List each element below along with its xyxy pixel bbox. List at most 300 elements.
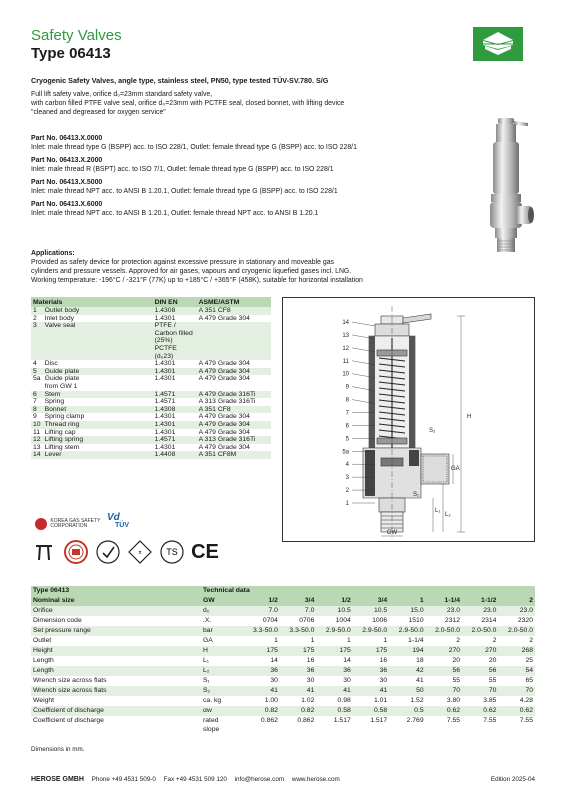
- intro-line: Full lift safety valve, orifice d₀=23mm standard safety valve,: [31, 91, 213, 98]
- asme-material: A 479 Grade 304: [197, 368, 271, 376]
- page-title: Safety Valves: [31, 27, 122, 44]
- tech-value: 1: [274, 637, 278, 644]
- tech-value: 3.3-50.0: [244, 626, 280, 636]
- part-callout: 5a: [342, 449, 349, 456]
- tech-value: 55: [452, 677, 461, 684]
- asme-material: [197, 345, 271, 360]
- pi-mark-icon: [31, 539, 57, 565]
- asme-material: A 351 CF8: [197, 406, 271, 414]
- nominal-size-label: Nominal size: [31, 596, 201, 606]
- tech-value: 1.517: [333, 717, 351, 724]
- tech-value: 2: [529, 637, 533, 644]
- tech-row-symbol: [201, 626, 244, 636]
- component: Spring: [44, 398, 65, 406]
- gw-label: GW: [386, 530, 398, 536]
- tech-value: 270: [462, 646, 498, 656]
- tech-value: 268: [498, 646, 535, 656]
- tech-row-label: Coefficient of discharge: [31, 706, 201, 716]
- tech-row-symbol: [201, 656, 244, 666]
- tech-value: 55: [488, 677, 497, 684]
- part-callout: 13: [342, 332, 349, 339]
- din-material: 1.4301: [154, 375, 176, 383]
- component: Bonnet: [43, 406, 153, 414]
- din-material: 1.4301: [153, 421, 197, 429]
- tech-row-label: Dimension code: [33, 617, 82, 624]
- tech-row: [31, 606, 535, 616]
- tuv-label: TÜV: [115, 522, 129, 529]
- component: Spring clamp: [44, 413, 85, 421]
- sectional-drawing: [282, 297, 535, 542]
- asme-material: A 479 Grade 304: [198, 428, 250, 436]
- component: Stem: [43, 391, 153, 399]
- din-material: 1.4308: [153, 307, 197, 315]
- component: Thread ring: [43, 421, 153, 429]
- part-number: Part No. 06413.X.0000: [31, 135, 103, 142]
- materials-row: [31, 345, 271, 360]
- asme-material: A 351 CF8M: [197, 451, 271, 459]
- tech-row: [31, 716, 535, 734]
- asme-material: A 479 Grade 316Ti: [197, 391, 271, 399]
- applications-line: cylinders and pressure vessels. Approved for air gases, vapours and cryogenic liquefied gases incl. LNG.: [31, 268, 352, 275]
- tech-row: [31, 706, 535, 716]
- din-material: 1.4301: [154, 413, 176, 421]
- tech-row-symbol: [201, 716, 244, 734]
- part-callout: 3: [345, 475, 349, 482]
- materials-table: [31, 297, 271, 459]
- asme-material: A 479 Grade 304: [198, 443, 250, 451]
- tech-row-symbol: [201, 706, 244, 716]
- tech-value: 1: [347, 637, 351, 644]
- tech-row: [31, 676, 535, 686]
- tech-row: [31, 656, 535, 666]
- tech-row-symbol-text: bar: [203, 627, 213, 634]
- din-material: 1.4301: [154, 443, 176, 451]
- footer: [31, 776, 535, 783]
- tech-row-symbol-text: ca. kg: [203, 697, 222, 704]
- asme-material: A 313 Grade 316Ti: [197, 436, 271, 444]
- tech-value: 50: [389, 686, 425, 696]
- component: Lifting cap: [44, 428, 76, 436]
- tech-value: 0.82: [280, 706, 316, 716]
- part-description: Inlet: male thread R (BSPT) acc. to ISO 7/1, Outlet: female thread type G (BSPP) acc. to ISO 228/1: [31, 166, 334, 173]
- asme-material: A 479 Grade 304: [197, 421, 271, 429]
- asme-header: ASME/ASTM: [197, 297, 271, 307]
- tech-row-symbol: [201, 686, 244, 696]
- tech-row-symbol: [201, 606, 244, 616]
- din-material: 1.4301: [153, 368, 197, 376]
- part-callout: 14: [342, 320, 349, 326]
- tech-value: 2: [492, 637, 497, 644]
- tech-row-symbol: [201, 646, 244, 656]
- item-number: 3: [31, 322, 43, 345]
- part-number: Part No. 06413.X.5000: [31, 179, 103, 186]
- part-description: Inlet: male thread type G (BSPP) acc. to ISO 228/1, Outlet: female thread type G (BSPP) acc. to ISO 228/1: [31, 144, 357, 151]
- tech-value: 0706: [299, 617, 315, 624]
- din-material: PCTFE (d₀23): [153, 345, 197, 360]
- tech-value: 15.0: [389, 606, 425, 616]
- tech-row-symbol-text: L₂: [203, 667, 210, 674]
- gost-seal-icon: [63, 539, 89, 565]
- tech-row: [31, 616, 535, 626]
- tech-value: 7.55: [519, 717, 533, 724]
- tech-value: 70: [498, 686, 535, 696]
- svg-text:π: π: [138, 550, 142, 556]
- applications-line: Working temperature: -196°C / -321°F (77K) up to +185°C / +365°F (458K), suitable for horizontal installation: [31, 277, 363, 284]
- part-callout: 10: [342, 371, 349, 378]
- part-callout: 6: [345, 423, 349, 430]
- vd-tuv-logo: Vd: [107, 512, 120, 523]
- tech-row-symbol: [201, 666, 244, 676]
- eac-circle-icon: [95, 539, 121, 565]
- din-material: 1.4301: [154, 428, 176, 436]
- tech-value: 2.0-50.0: [462, 626, 498, 636]
- tech-value: 175: [244, 646, 280, 656]
- materials-row: [31, 398, 271, 406]
- item-number: 8: [31, 406, 43, 414]
- edition: Edition 2025-04: [490, 776, 535, 783]
- applications-heading: Applications:: [31, 250, 75, 257]
- item-number: 2: [33, 314, 37, 322]
- asme-material: [197, 322, 271, 345]
- dimension-label: S₁: [413, 492, 420, 498]
- tech-value: 175: [353, 646, 389, 656]
- fax: Fax +49 4531 509 120: [163, 776, 227, 783]
- tech-row: [31, 626, 535, 636]
- tech-value: 30: [306, 677, 315, 684]
- materials-row: [31, 429, 271, 437]
- part-callout: 5: [345, 436, 349, 443]
- tech-value: 25: [525, 657, 533, 664]
- tech-value: 1.02: [301, 697, 315, 704]
- tech-value: 14: [270, 657, 278, 664]
- materials-row: [31, 307, 271, 315]
- cert-icons-row: [31, 539, 219, 565]
- tech-row-symbol-text: L₁: [203, 657, 210, 664]
- part-callout: 2: [345, 488, 349, 495]
- tech-value: 41: [244, 686, 280, 696]
- component: Guide plate: [44, 375, 80, 383]
- item-number: 5a: [33, 375, 41, 383]
- item-number: 12: [33, 436, 41, 444]
- tech-value: 2: [456, 637, 461, 644]
- materials-row: [31, 451, 271, 459]
- ce-mark-icon: CE: [191, 540, 219, 563]
- tech-row: [31, 646, 535, 656]
- tech-row: [31, 686, 535, 696]
- tech-value: 0.82: [244, 706, 280, 716]
- item-number: [31, 383, 43, 391]
- intro-line: with carbon filled PTFE valve seal, orifice d₀=23mm with PCTFE seal, closed bonnet, with lifting device: [31, 100, 345, 107]
- tech-value: 270: [426, 646, 462, 656]
- dimension-label: L₂: [445, 512, 451, 518]
- ts-label: TS: [166, 547, 178, 557]
- tech-value: 30: [343, 677, 351, 684]
- part-callout: 11: [342, 358, 349, 365]
- tech-value: 1-1/4: [408, 637, 424, 644]
- tech-row-label: Orifice: [31, 606, 201, 616]
- applications-line: Provided as safety device for protection against excessive pressure in stationary and moveable gas: [31, 259, 334, 266]
- tech-row-symbol-text: S₁: [203, 677, 210, 684]
- tech-row: [31, 696, 535, 706]
- din-material: 1.4571: [153, 436, 197, 444]
- tech-value: 7.55: [446, 717, 461, 724]
- tech-value: 0.58: [316, 706, 352, 716]
- component: Disc: [44, 360, 58, 368]
- tech-row-symbol: [201, 696, 244, 706]
- tech-value: 41: [316, 686, 352, 696]
- asme-material: A 479 Grade 304: [198, 360, 250, 368]
- part-callout: 8: [345, 397, 349, 404]
- tech-value: 0.862: [260, 717, 278, 724]
- din-material: 1.4301: [154, 314, 176, 322]
- asme-material: A 479 Grade 304: [198, 413, 250, 421]
- tech-row-symbol-text: .X.: [203, 617, 212, 624]
- materials-row: [31, 368, 271, 376]
- tech-value: 30: [270, 677, 278, 684]
- nominal-size: 3/4: [280, 596, 316, 606]
- certifications: [31, 510, 271, 570]
- kgs-emblem-icon: [35, 518, 47, 530]
- nominal-size-symbol: GW: [201, 596, 244, 606]
- tech-value: 0.862: [297, 717, 315, 724]
- materials-row: [31, 383, 271, 391]
- item-number: [31, 345, 43, 360]
- materials-row: [31, 391, 271, 399]
- tech-value: 23.0: [498, 606, 535, 616]
- tech-value: 23.0: [426, 606, 462, 616]
- dimension-label: H: [467, 414, 472, 420]
- part-callout: 1: [345, 501, 349, 507]
- tech-value: 0.58: [353, 706, 389, 716]
- applications: [31, 249, 471, 285]
- component: Outlet body: [43, 307, 153, 315]
- tech-value: 175: [280, 646, 316, 656]
- tech-value: 3.85: [483, 697, 497, 704]
- tech-row-label: Wrench size across flats: [33, 677, 107, 684]
- tech-value: 36: [280, 666, 316, 676]
- tech-value: 36: [353, 666, 389, 676]
- asme-material: [197, 383, 271, 391]
- tech-value: 70: [462, 686, 498, 696]
- part-callout: 12: [342, 345, 349, 352]
- component: Lifting stem: [44, 443, 80, 451]
- tech-value: 3.80: [446, 697, 461, 704]
- tech-value: 1006: [372, 617, 388, 624]
- tech-value: 2.9-50.0: [389, 626, 425, 636]
- part-description: Inlet: male thread NPT acc. to ANSI B 1.20.1, Outlet: female thread NPT acc. to ANSI B 1.20.1: [31, 210, 319, 217]
- item-number: 5: [31, 368, 43, 376]
- nominal-size: 1-1/4: [426, 596, 462, 606]
- nominal-size: 2: [498, 596, 535, 606]
- nominal-size: 1-1/2: [462, 596, 498, 606]
- tech-row-symbol: [201, 616, 244, 626]
- technical-data-table: [31, 586, 535, 734]
- herose-logo: [473, 27, 523, 61]
- tech-value: 1004: [335, 617, 351, 624]
- item-number: 13: [33, 443, 41, 451]
- component: Lever: [43, 451, 153, 459]
- component: [43, 345, 153, 360]
- tech-value: 20: [488, 657, 497, 664]
- asme-material: A 479 Grade 304: [198, 314, 250, 322]
- tech-value: 2.0-50.0: [426, 626, 462, 636]
- item-number: 10: [33, 420, 41, 428]
- tech-value: 42: [389, 666, 425, 676]
- valve-photo: [476, 115, 536, 255]
- tech-value: 41: [280, 686, 316, 696]
- materials-row: [31, 444, 271, 452]
- product-subtitle: Cryogenic Safety Valves, angle type, stainless steel, PN50, type tested TÜV-SV.780. S/G: [31, 76, 329, 85]
- tech-value: 1: [383, 637, 388, 644]
- din-material: 1.4308: [153, 406, 197, 414]
- tech-row-symbol: [201, 676, 244, 686]
- tech-value: 36: [244, 666, 280, 676]
- tech-value: 54: [498, 666, 535, 676]
- part-description: Inlet: male thread NPT acc. to ANSI B 1.20.1, Outlet: female thread type G (BSPP) acc. to ISO 228/1: [31, 188, 338, 195]
- materials-row: [31, 322, 271, 345]
- tech-row-symbol-text: GA: [203, 637, 213, 644]
- component: Inlet body: [44, 314, 75, 322]
- part-number: Part No. 06413.X.2000: [31, 157, 103, 164]
- tech-value: 14: [343, 657, 351, 664]
- materials-header: Materials: [31, 297, 153, 307]
- tech-value: 7.0: [280, 606, 316, 616]
- nominal-size: 1: [389, 596, 425, 606]
- tech-value: 1.01: [373, 697, 388, 704]
- tech-row-symbol-text: slope: [203, 726, 220, 733]
- kgs-logo: [35, 518, 102, 530]
- tech-type-label: Type 06413: [31, 586, 201, 596]
- tech-row-symbol-text: S₂: [203, 687, 211, 694]
- tech-value: 18: [416, 657, 424, 664]
- din-material: 1.4571: [153, 391, 197, 399]
- tech-value: 3.3-50.0: [280, 626, 316, 636]
- tech-row-symbol: [201, 636, 244, 646]
- dimension-label: S₂: [429, 428, 436, 434]
- tech-value: 2.9-50.0: [353, 626, 389, 636]
- dimension-label: GA: [451, 466, 460, 472]
- part-callout: 9: [345, 384, 349, 391]
- tech-value: 10.5: [316, 606, 352, 616]
- component: Lifting spring: [43, 436, 153, 444]
- materials-row: [31, 436, 271, 444]
- din-material: 1.4571: [154, 398, 176, 406]
- tech-value: 4.28: [519, 697, 533, 704]
- tech-value: 7.0: [244, 606, 280, 616]
- asme-material: A 479 Grade 304: [198, 375, 250, 383]
- tech-value: 10.5: [353, 606, 389, 616]
- tech-row-label: Height: [31, 646, 201, 656]
- tech-value: 23.0: [462, 606, 498, 616]
- tech-row: [31, 636, 535, 646]
- materials-row: [31, 413, 271, 421]
- tech-value: 0.62: [462, 706, 498, 716]
- tech-row-symbol-text: H: [203, 647, 208, 654]
- tech-value: 175: [316, 646, 352, 656]
- tech-value: 194: [389, 646, 425, 656]
- asme-material: A 313 Grade 316Ti: [198, 398, 256, 406]
- tech-row: [31, 666, 535, 676]
- tech-value: 1.00: [264, 697, 278, 704]
- tech-value: 1510: [408, 617, 424, 624]
- din-header: DIN EN: [153, 297, 197, 307]
- item-number: 9: [33, 413, 37, 421]
- materials-row: [31, 315, 271, 323]
- tech-value: 1: [310, 637, 315, 644]
- email-link[interactable]: info@herose.com: [234, 776, 285, 783]
- phone: Phone +49 4531 509-0: [91, 776, 156, 783]
- nominal-size: 3/4: [353, 596, 389, 606]
- tech-value: 56: [462, 666, 498, 676]
- tech-value: 2314: [481, 617, 497, 624]
- tech-value: 41: [353, 686, 389, 696]
- din-material: [153, 383, 197, 391]
- tech-row-symbol-text: rated: [203, 717, 219, 724]
- tech-value: 36: [316, 666, 352, 676]
- tech-value: 16: [379, 657, 388, 664]
- asme-material: A 351 CF8: [197, 307, 271, 315]
- tech-value: 1.517: [370, 717, 388, 724]
- tech-row-symbol-text: d₀: [203, 607, 210, 614]
- dimensions-note: Dimensions in mm.: [31, 746, 85, 753]
- tech-value: 16: [306, 657, 315, 664]
- tech-value: 56: [426, 666, 462, 676]
- materials-row: [31, 360, 271, 368]
- type-title: Type 06413: [31, 45, 111, 62]
- part-callout: 7: [345, 410, 349, 417]
- tech-value: 7.55: [483, 717, 497, 724]
- tech-value: 0.62: [426, 706, 462, 716]
- tech-value: 2.769: [406, 717, 424, 724]
- tech-value: 70: [426, 686, 462, 696]
- tech-value: 2.0-50.0: [498, 626, 535, 636]
- item-number: 1: [31, 307, 43, 315]
- tech-value: 0.98: [337, 697, 351, 704]
- tech-row-label: Weight: [33, 697, 55, 704]
- din-material: 1.4301: [154, 360, 176, 368]
- tech-value: 2.9-50.0: [316, 626, 352, 636]
- tech-row-label: Outlet: [33, 637, 52, 644]
- ts-mark-icon: [159, 539, 185, 565]
- item-number: 14: [33, 451, 41, 459]
- diamond-mark-icon: [127, 539, 153, 565]
- item-number: 7: [33, 398, 37, 406]
- dimension-label: L₁: [435, 508, 441, 514]
- component: Guide plate: [43, 368, 153, 376]
- tech-row-label: Length: [31, 666, 201, 676]
- web-link[interactable]: www.herose.com: [291, 776, 340, 783]
- tech-value: 20: [452, 657, 461, 664]
- tech-value: 30: [379, 677, 388, 684]
- kgs-label: KOREA GAS SAFETY CORPORATION: [50, 517, 101, 529]
- intro-text: [31, 90, 461, 117]
- tech-row-symbol-text: αw: [203, 707, 212, 714]
- component: Valve seal: [43, 322, 153, 345]
- item-number: 11: [33, 428, 41, 436]
- din-material: PTFE / Carbon filled (25%): [153, 322, 197, 345]
- item-number: 6: [31, 391, 43, 399]
- tech-value: 0704: [262, 617, 278, 624]
- tech-header: Technical data: [201, 586, 535, 596]
- materials-row: [31, 375, 271, 383]
- item-number: 4: [33, 360, 37, 368]
- tech-row-label: Length: [33, 657, 54, 664]
- company-name: HEROSE GMBH: [31, 776, 84, 783]
- tech-value: 65: [525, 677, 533, 684]
- tech-value: 41: [416, 677, 424, 684]
- nominal-size: 1/2: [244, 596, 280, 606]
- tech-value: 2312: [444, 617, 461, 624]
